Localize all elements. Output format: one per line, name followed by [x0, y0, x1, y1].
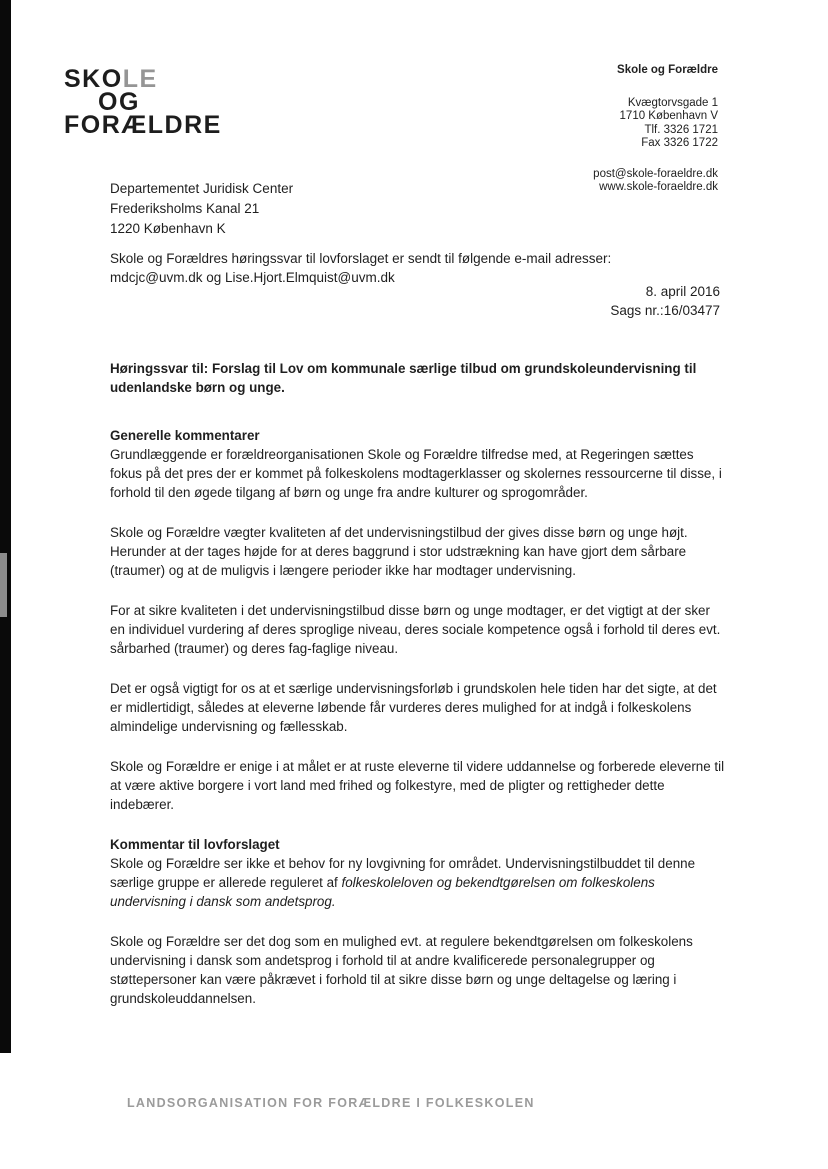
paragraph	[110, 854, 726, 911]
subject-heading: Høringssvar til: Forslag til Lov om kommunale særlige tilbud om grundskoleundervisning til udenlandske børn og unge.	[110, 361, 697, 395]
skole-og-foraeldre-logo	[64, 65, 222, 139]
scan-artifact-smudge	[0, 553, 7, 617]
intro-note	[110, 249, 611, 287]
paragraph	[110, 679, 726, 736]
logo-line-2: OG	[98, 88, 140, 116]
scan-artifact-bar	[0, 0, 11, 1053]
intro-line-2: mdcjc@uvm.dk og Lise.Hjort.Elmquist@uvm.dk	[110, 270, 395, 285]
paragraph	[110, 757, 726, 814]
sender-website: www.skole-foraeldre.dk	[599, 181, 718, 193]
letter-date: 8. april 2016	[645, 284, 720, 299]
intro-line-1: Skole og Forældres høringssvar til lovforslaget er sendt til følgende e-mail adresser:	[110, 251, 612, 266]
case-number: Sags nr.:16/03477	[610, 302, 720, 318]
letter-body	[110, 426, 726, 1029]
section-heading: Kommentar til lovforslaget	[110, 837, 280, 852]
date-block	[610, 283, 720, 320]
logo-line-1	[64, 65, 222, 93]
sender-fax: Fax 3326 1722	[641, 137, 718, 149]
paragraph-segment: Grundlæggende er forældreorganisationen Skole og Forældre tilfredse med, at Regeringen sættes fokus på det pres der er kommet på folkeskolens modtagerklasser og skolernes ressourcerne til disse, i forhold til den øgede tilgang af børn og unge fra andre kulturer og sprogområder.	[110, 447, 722, 500]
paragraph-segment: Skole og Forældre ser det dog som en mulighed evt. at regulere bekendtgørelsen om folkeskolens undervisning i dansk som andetsprog i forhold til at andre kvalificerede personalegrupper og støttepersoner kan være påkrævet i forhold til at sikre disse børn og unge deltagelse og læring i grundskoleuddannelsen.	[110, 934, 693, 1006]
paragraph	[110, 601, 726, 658]
paragraph-segment: Det er også vigtigt for os at et særlige undervisningsforløb i grundskolen hele tiden har det sigte, at det er midlertidigt, således at eleverne løbende får vurderes deres mulighed for at indgå i folkeskolens almindelige undervisning og fællesskab.	[110, 681, 717, 734]
paragraph	[110, 523, 726, 580]
sender-block	[593, 64, 718, 195]
paragraph-segment: For at sikre kvaliteten i det undervisningstilbud disse børn og unge modtager, er det vigtigt at der sker en individuel vurdering af deres sproglige niveau, deres sociale kompetence også i forhold til deres evt. sårbarhed (traumer) og deres fag-faglige niveau.	[110, 603, 721, 656]
logo-line-1-light: LE	[122, 65, 158, 93]
recipient-block	[110, 179, 293, 239]
sender-contact	[593, 168, 718, 195]
sender-name: Skole og Forældre	[617, 64, 718, 76]
sender-phone: Tlf. 3326 1721	[644, 123, 718, 136]
footer-text: LANDSORGANISATION FOR FORÆLDRE I FOLKESKOLEN	[127, 1096, 535, 1110]
recipient-line: Departementet Juridisk Center	[110, 181, 294, 196]
recipient-line: Frederiksholms Kanal 21	[110, 201, 260, 216]
paragraph-segment: Skole og Forældre er enige i at målet er at ruste eleverne til videre uddannelse og forberede eleverne til at være aktive borgere i vort land med frihed og folkestyre, med de pligter og rettigheder dette indebærer.	[110, 759, 725, 812]
sender-address-line: 1710 København V	[619, 110, 718, 122]
paragraph	[110, 445, 726, 502]
logo-line-1-dark: SKO	[64, 65, 123, 93]
sender-email: post@skole-foraeldre.dk	[593, 167, 718, 180]
logo-line-3: FORÆLDRE	[64, 111, 222, 139]
sender-address	[593, 97, 718, 151]
paragraph-italic-segment: folkeskoleloven og bekendtgørelsen om folkeskolens undervisning i dansk som andetsprog.	[110, 875, 655, 909]
paragraph-segment: Skole og Forældre vægter kvaliteten af det undervisningstilbud der gives disse børn og unge højt. Herunder at der tages højde for at deres baggrund i stor udstrækning kan have gjort dem sårbare (traumer) og at de muligvis i længere perioder ikke har modtager undervisning.	[110, 525, 688, 578]
paragraph-segment: Skole og Forældre ser ikke et behov for ny lovgivning for området. Undervisningstilbuddet til denne særlige gruppe er allerede reguleret af	[110, 856, 696, 890]
sender-address-line: Kvægtorvsgade 1	[627, 96, 718, 109]
section-heading: Generelle kommentarer	[110, 428, 260, 443]
recipient-line: 1220 København K	[110, 221, 226, 236]
paragraph	[110, 932, 726, 1008]
